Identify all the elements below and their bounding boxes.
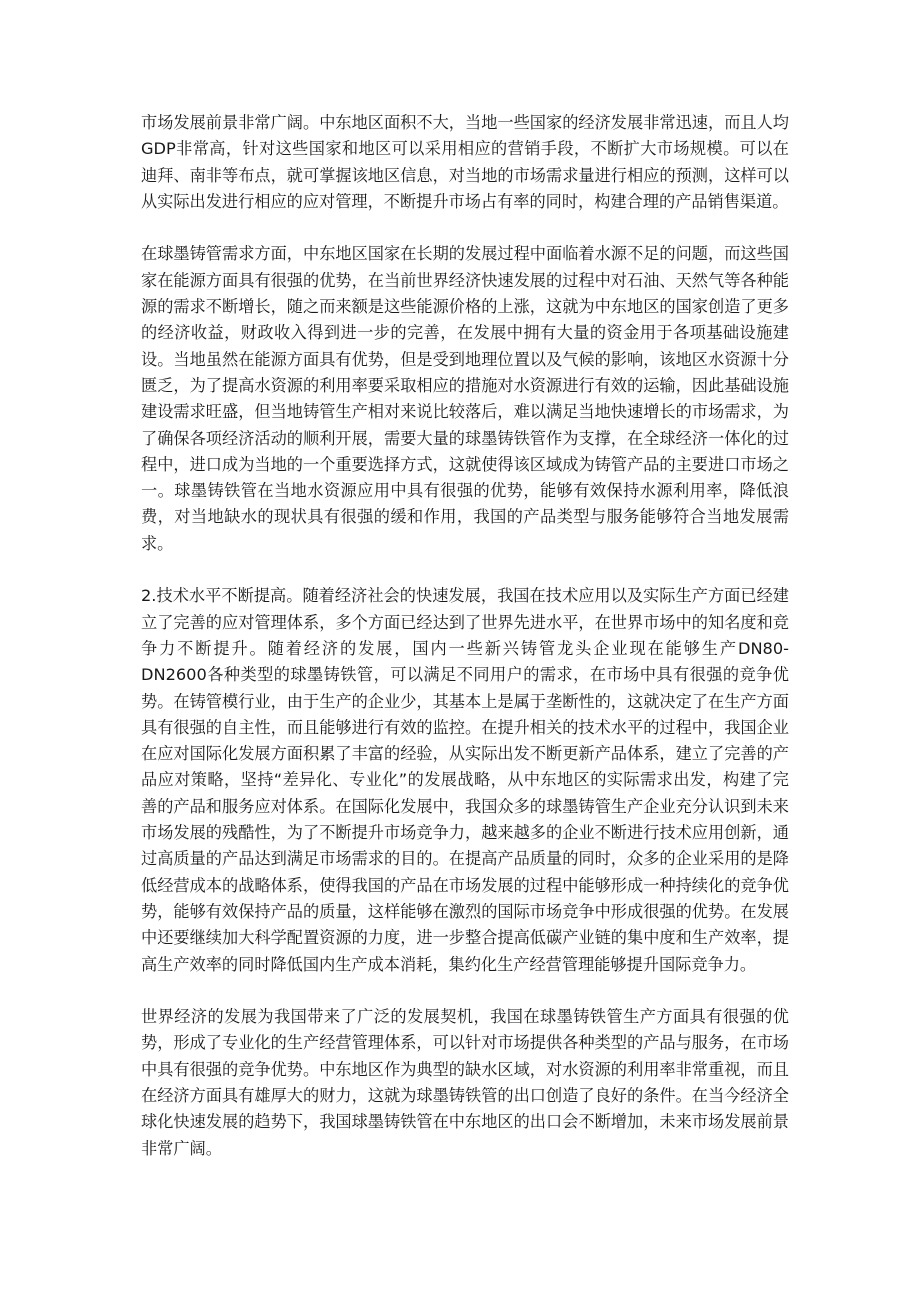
- paragraph-pipe-demand: 在球墨铸管需求方面，中东地区国家在长期的发展过程中面临着水源不足的问题，而这些国家在能源方面具有很强的优势，在当前世界经济快速发展的过程中对石油、天然气等各种能源的需求不断增长，随之而来额是这些能源价格的上涨，这就为中东地区的国家创造了更多的经济收益，财政收入得到进一步的完善，在发展中拥有大量的资金用于各项基础设施建设。当地虽然在能源方面具有优势，但是受到地理位置以及气候的影响，该地区水资源十分匮乏，为了提高水资源的利用率要采取相应的措施对水资源进行有效的运输，因此基础设施建设需求旺盛，但当地铸管生产相对来说比较落后，难以满足当地快速增长的市场需求，为了确保各项经济活动的顺利开展，需要大量的球墨铸铁管作为支撑，在全球经济一体化的过程中，进口成为当地的一个重要选择方式，这就使得该区域成为铸管产品的主要进口市场之一。球墨铸铁管在当地水资源应用中具有很强的优势，能够有效保持水源利用率，降低浪费，对当地缺水的现状具有很强的缓和作用，我国的产品类型与服务能够符合当地发展需求。: [141, 244, 789, 553]
- paragraph-market-outlook: 市场发展前景非常广阔。中东地区面积不大，当地一些国家的经济发展非常迅速，而且人均GDP非常高，针对这些国家和地区可以采用相应的营销手段，不断扩大市场规模。可以在迪拜、南非等布点，就可掌握该地区信息，对当地的市场需求量进行相应的预测，这样可以从实际出发进行相应的应对管理，不断提升市场占有率的同时，构建合理的产品销售渠道。: [141, 113, 789, 211]
- paragraph-technology-level: 2.技术水平不断提高。随着经济社会的快速发展，我国在技术应用以及实际生产方面已经建立了完善的应对管理体系，多个方面已经达到了世界先进水平，在世界市场中的知名度和竞争力不断提升。随着经济的发展，国内一些新兴铸管龙头企业现在能够生产DN80-DN2600各种类型的球墨铸铁管，可以满足不同用户的需求，在市场中具有很强的竞争优势。在铸管模行业，由于生产的企业少，其基本上是属于垄断性的，这就决定了在生产方面具有很强的自主性，而且能够进行有效的监控。在提升相关的技术水平的过程中，我国企业在应对国际化发展方面积累了丰富的经验，从实际出发不断更新产品体系，建立了完善的产品应对策略，坚持“差异化、专业化”的发展战略，从中东地区的实际需求出发，构建了完善的产品和服务应对体系。在国际化发展中，我国众多的球墨铸管生产企业充分认识到未来市场发展的残酷性，为了不断提升市场竞争力，越来越多的企业不断进行技术应用创新，通过高质量的产品达到满足市场需求的目的。在提高产品质量的同时，众多的企业采用的是降低经营成本的战略体系，使得我国的产品在市场发展的过程中能够形成一种持续化的竞争优势，能够有效保持产品的质量，这样能够在激烈的国际市场竞争中形成很强的优势。在发展中还要继续加大科学配置资源的力度，进一步整合提高低碳产业链的集中度和生产效率，提高生产效率的同时降低国内生产成本消耗，集约化生产经营管理能够提升国际竞争力。: [141, 586, 789, 974]
- paragraph-conclusion: 世界经济的发展为我国带来了广泛的发展契机，我国在球墨铸铁管生产方面具有很强的优势，形成了专业化的生产经营管理体系，可以针对市场提供各种类型的产品与服务，在市场中具有很强的竞争优势。中东地区作为典型的缺水区域，对水资源的利用率非常重视，而且在经济方面具有雄厚大的财力，这就为球墨铸铁管的出口创造了良好的条件。在当今经济全球化快速发展的趋势下，我国球墨铸铁管在中东地区的出口会不断增加，未来市场发展前景非常广阔。: [141, 1007, 789, 1158]
- document-body: [141, 110, 789, 1188]
